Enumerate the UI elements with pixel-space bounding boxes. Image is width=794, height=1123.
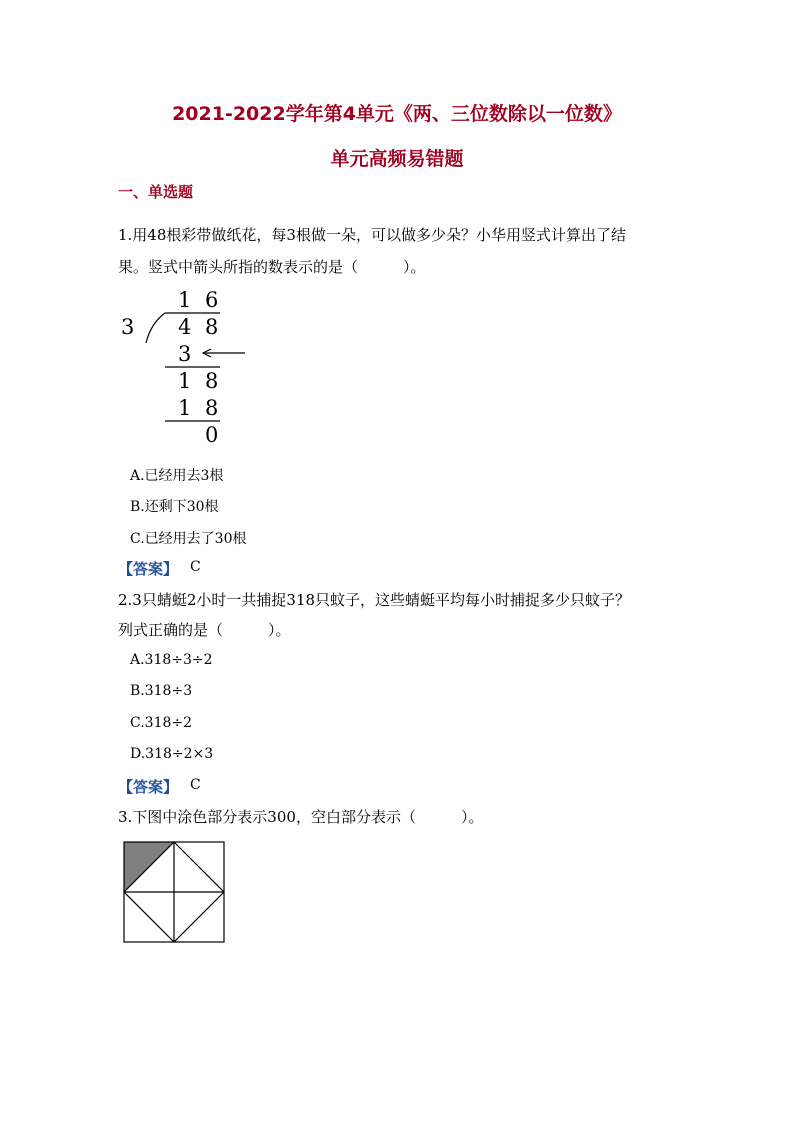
step2-digit-1: 1 — [178, 369, 192, 393]
question-2-option-a: A.318÷3÷2 — [130, 652, 213, 668]
step1-product: 3 — [178, 342, 192, 366]
question-1-option-b: B.还剩下30根 — [130, 499, 219, 515]
step3-digit-2: 8 — [205, 396, 219, 420]
step3-digit-1: 1 — [178, 396, 192, 420]
divisor: 3 — [121, 315, 135, 339]
document-subtitle: 单元高频易错题 — [330, 148, 464, 170]
question-2-text-line2: 列式正确的是（ ）。 — [118, 621, 291, 639]
quotient-digit-2: 6 — [205, 288, 219, 312]
question-2-answer: C — [190, 777, 201, 793]
question-2-option-b: B.318÷3 — [130, 683, 193, 699]
dividend-digit-1: 4 — [178, 315, 192, 339]
section-heading: 一、单选题 — [118, 183, 194, 201]
dividend-digit-2: 8 — [205, 315, 219, 339]
question-2-option-c: C.318÷2 — [130, 715, 193, 731]
question-1-text-line1: 1.用48根彩带做纸花，每3根做一朵，可以做多少朵？小华用竖式计算出了结 — [118, 226, 626, 244]
question-1-answer-label: 【答案】 — [118, 560, 179, 578]
question-1-option-c: C.已经用去了30根 — [130, 531, 247, 547]
question-1-text-line2: 果。竖式中箭头所指的数表示的是（ ）。 — [118, 258, 426, 276]
question-3-text-line1: 3.下图中涂色部分表示300，空白部分表示（ ）。 — [118, 808, 484, 826]
quotient-digit-1: 1 — [178, 288, 192, 312]
question-2-text-line1: 2.3只蜻蜓2小时一共捕捉318只蚊子，这些蜻蜓平均每小时捕捉多少只蚊子？ — [118, 591, 631, 609]
division-bracket — [146, 313, 165, 343]
question-2-answer-label: 【答案】 — [118, 778, 179, 796]
question-1-option-a: A.已经用去3根 — [130, 468, 224, 484]
document-title: 2021-2022学年第4单元《两、三位数除以一位数》 — [172, 103, 622, 125]
question-2-option-d: D.318÷2×3 — [130, 746, 214, 762]
square-diagram — [122, 840, 226, 944]
question-1-answer: C — [190, 559, 201, 575]
step2-digit-2: 8 — [205, 369, 219, 393]
remainder: 0 — [205, 423, 219, 447]
long-division-figure — [115, 285, 255, 450]
